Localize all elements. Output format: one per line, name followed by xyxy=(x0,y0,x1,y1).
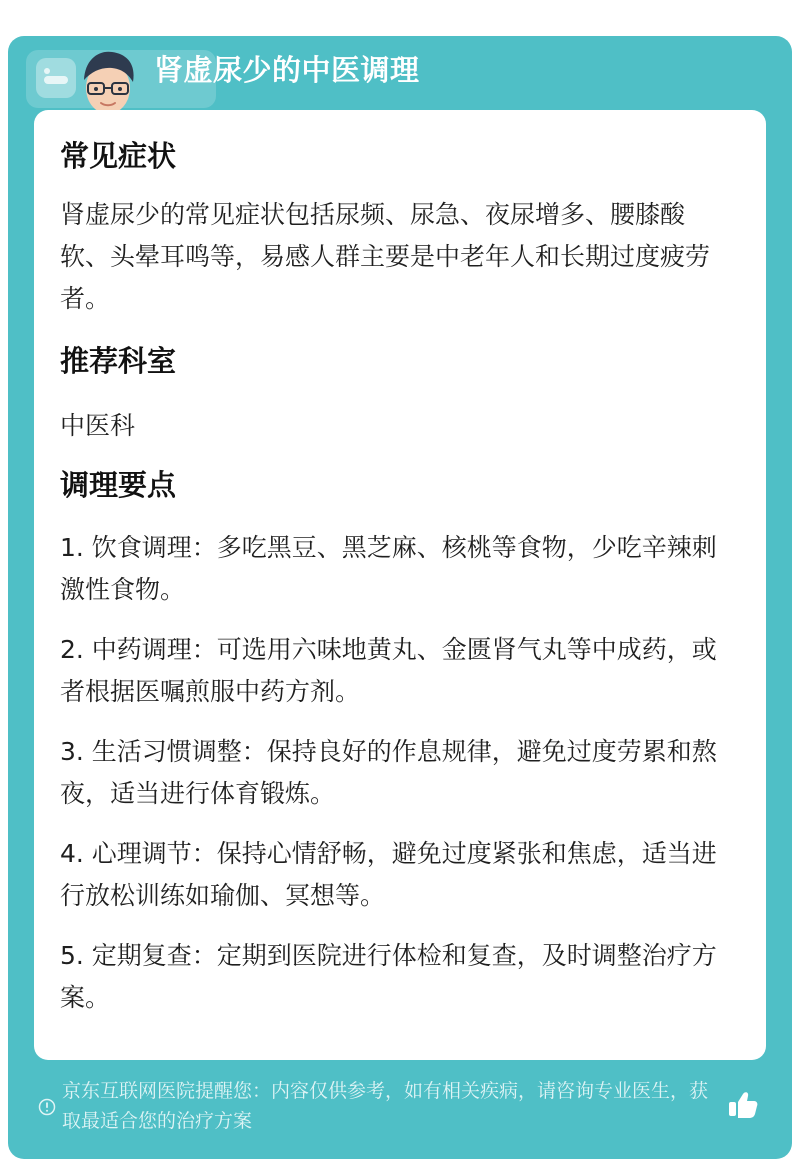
department-heading: 推荐科室 xyxy=(60,344,177,378)
care-item-5: 5. 定期复查：定期到医院进行体检和复查，及时调整治疗方案。 xyxy=(60,941,717,1012)
symptoms-heading: 常见症状 xyxy=(60,139,177,173)
care-item-2: 2. 中药调理：可选用六味地黄丸、金匮肾气丸等中成药，或者根据医嘱煎服中药方剂。 xyxy=(60,635,717,706)
footer xyxy=(8,1076,792,1146)
care-item-3: 3. 生活习惯调整：保持良好的作息规律，避免过度劳累和熬夜，适当进行体育锻炼。 xyxy=(60,737,717,808)
care-item-4: 4. 心理调节：保持心情舒畅，避免过度紧张和焦虑，适当进行放松训练如瑜伽、冥想等。 xyxy=(60,839,717,910)
content-body xyxy=(60,130,726,1037)
page-title: 肾虚尿少的中医调理 xyxy=(154,53,420,87)
article-frame xyxy=(8,36,792,1159)
care-list xyxy=(60,527,726,1019)
content-card xyxy=(34,110,766,1060)
thumbs-up-icon[interactable] xyxy=(724,1086,760,1122)
care-item-1: 1. 饮食调理：多吃黑豆、黑芝麻、核桃等食物，少吃辛辣刺激性食物。 xyxy=(60,533,717,604)
info-icon xyxy=(38,1098,56,1116)
footer-disclaimer: 京东互联网医院提醒您：内容仅供参考，如有相关疾病，请咨询专业医生，获取最适合您的治疗方案 xyxy=(62,1080,709,1132)
symptoms-text: 肾虚尿少的常见症状包括尿频、尿急、夜尿增多、腰膝酸软、头晕耳鸣等，易感人群主要是中老年人和长期过度疲劳者。 xyxy=(60,200,711,313)
care-heading: 调理要点 xyxy=(60,468,177,502)
department-text: 中医科 xyxy=(60,411,136,440)
